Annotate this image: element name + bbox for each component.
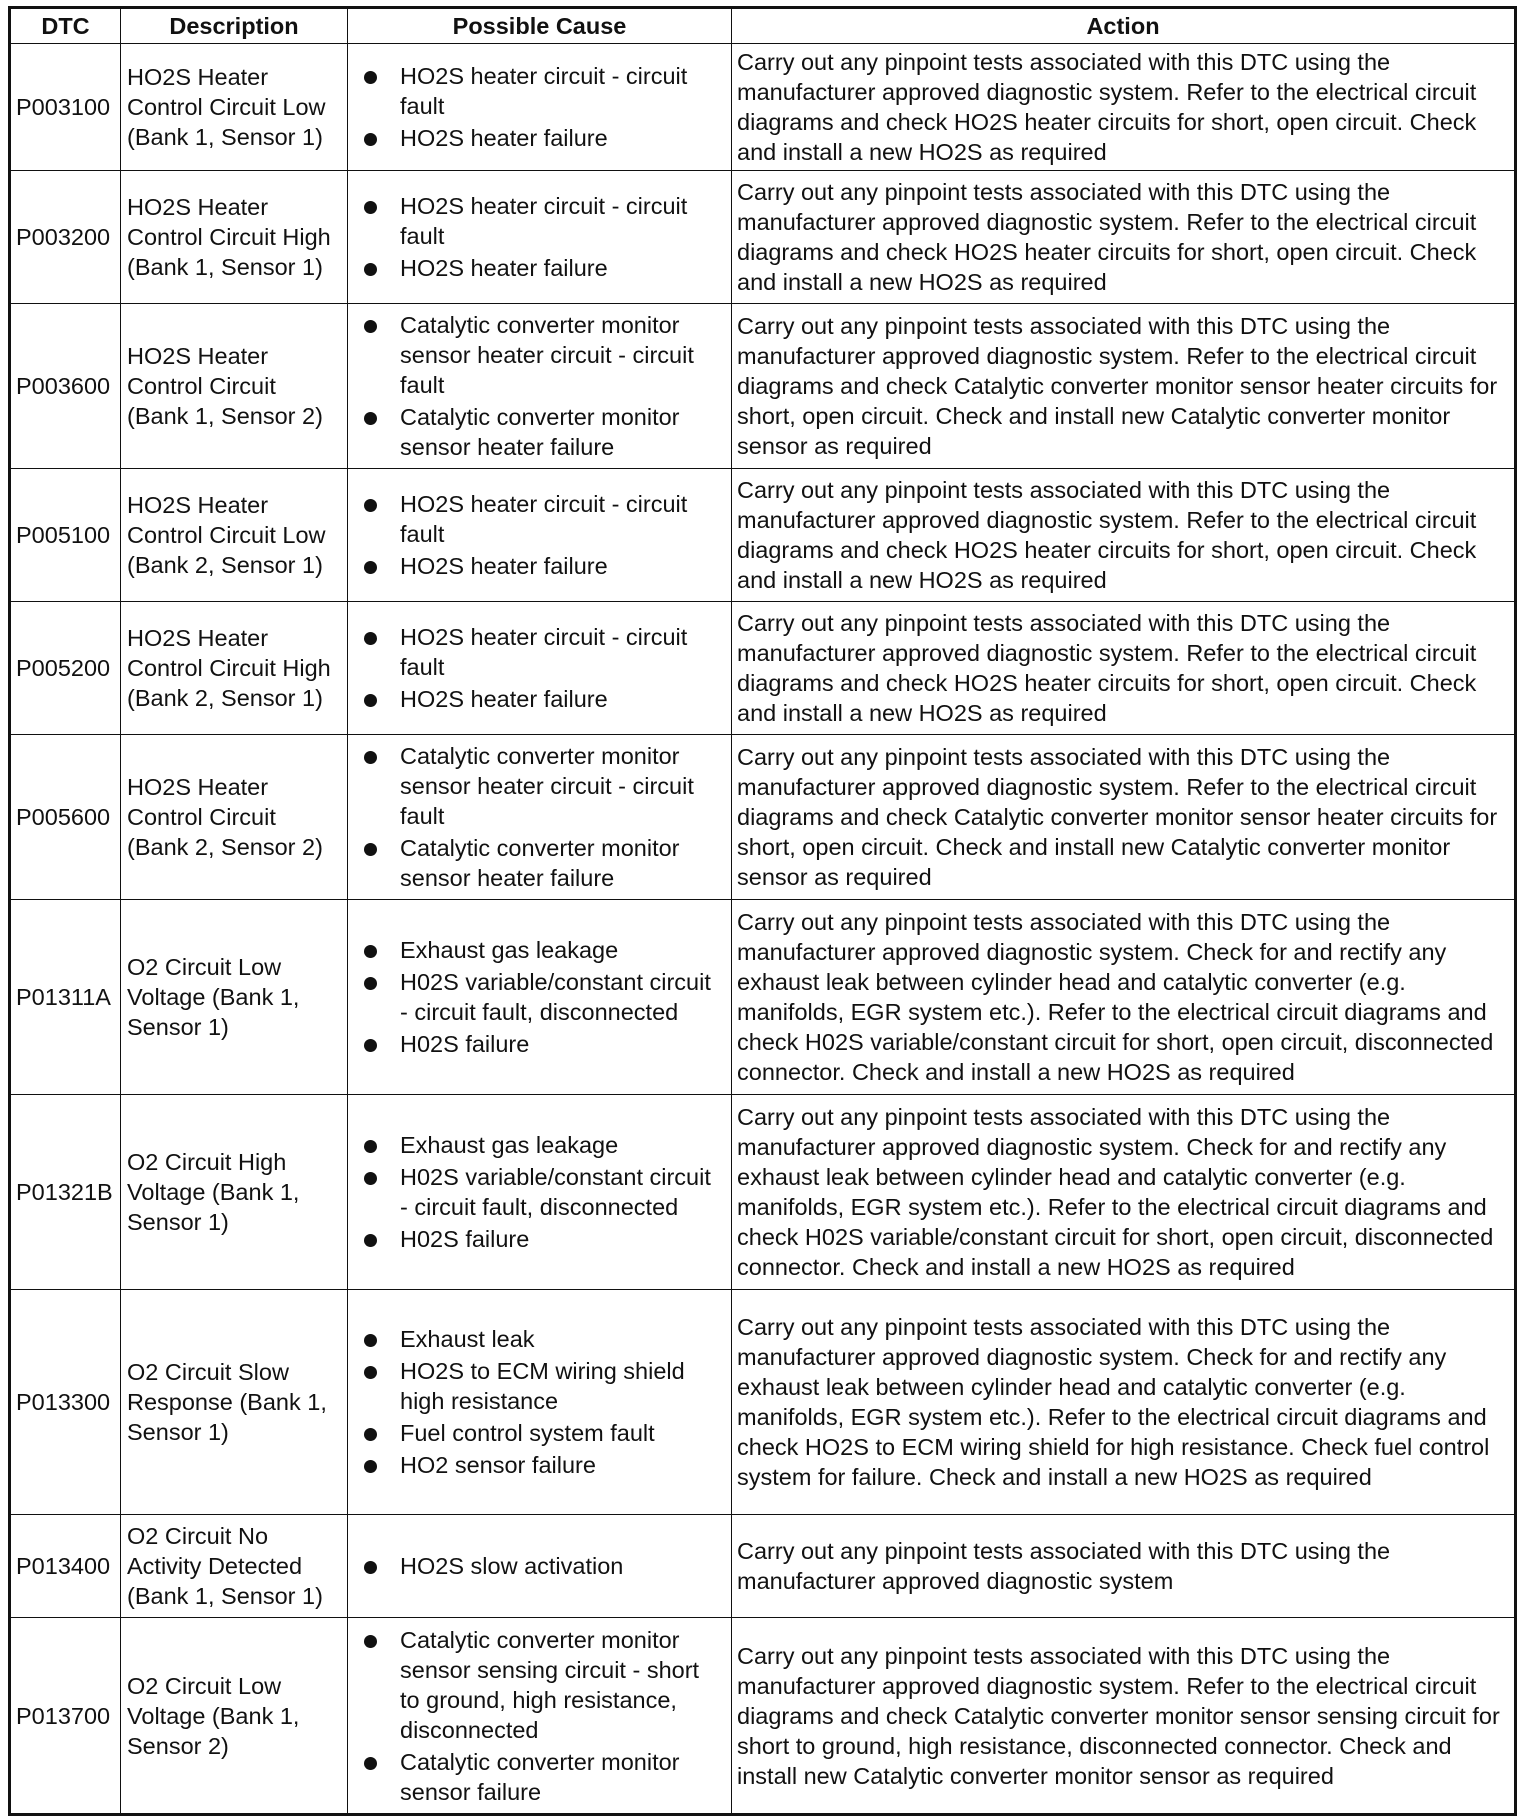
possible-cause-item: HO2S slow activation bbox=[362, 1551, 725, 1581]
dtc-description: HO2S Heater Control Circuit Low (Bank 2, Sensor 1) bbox=[121, 469, 348, 602]
action-text: Carry out any pinpoint tests associated with this DTC using the manufacturer approved diagnostic system. Check for and rectify any exhaust leak between cylinder head and catalytic converter (e.g. manifolds, EGR system etc.). Refer to the electrical circuit diagrams and check H02S variable/constant circuit for short, open circuit, disconnected connector. Check and install a new HO2S as required bbox=[732, 900, 1516, 1095]
possible-cause-item: HO2S heater circuit - circuit fault bbox=[362, 191, 725, 251]
possible-cause-list bbox=[354, 489, 725, 581]
action-text: Carry out any pinpoint tests associated with this DTC using the manufacturer approved diagnostic system bbox=[732, 1515, 1516, 1618]
possible-cause-item: HO2S heater circuit - circuit fault bbox=[362, 61, 725, 121]
dtc-code: P013300 bbox=[10, 1290, 121, 1515]
dtc-description: O2 Circuit Low Voltage (Bank 1, Sensor 1) bbox=[121, 900, 348, 1095]
possible-cause-cell bbox=[348, 1618, 732, 1815]
possible-cause-cell bbox=[348, 304, 732, 469]
table-row bbox=[10, 1618, 1516, 1815]
possible-cause-item: HO2S heater failure bbox=[362, 123, 725, 153]
possible-cause-item: Catalytic converter monitor sensor heater failure bbox=[362, 833, 725, 893]
possible-cause-item: Exhaust gas leakage bbox=[362, 1130, 725, 1160]
action-text: Carry out any pinpoint tests associated with this DTC using the manufacturer approved diagnostic system. Refer to the electrical circuit diagrams and check Catalytic converter monitor sensor heater circuits for short, open circuit. Check and install new Catalytic converter monitor sensor as required bbox=[732, 735, 1516, 900]
possible-cause-list bbox=[354, 191, 725, 283]
possible-cause-item: H02S failure bbox=[362, 1224, 725, 1254]
possible-cause-item: Catalytic converter monitor sensor heater circuit - circuit fault bbox=[362, 310, 725, 400]
possible-cause-item: Catalytic converter monitor sensor heater circuit - circuit fault bbox=[362, 741, 725, 831]
possible-cause-list bbox=[354, 741, 725, 893]
dtc-code: P013400 bbox=[10, 1515, 121, 1618]
action-text: Carry out any pinpoint tests associated with this DTC using the manufacturer approved diagnostic system. Refer to the electrical circuit diagrams and check Catalytic converter monitor sensor sensing circuit for short to ground, high resistance, disconnected connector. Check and install new Catalytic converter monitor sensor as required bbox=[732, 1618, 1516, 1815]
possible-cause-item: Catalytic converter monitor sensor sensing circuit - short to ground, high resistance, disconnected bbox=[362, 1625, 725, 1745]
action-text: Carry out any pinpoint tests associated with this DTC using the manufacturer approved diagnostic system. Refer to the electrical circuit diagrams and check HO2S heater circuits for short, open circuit. Check and install a new HO2S as required bbox=[732, 171, 1516, 304]
header-possible-cause: Possible Cause bbox=[348, 8, 732, 44]
possible-cause-item: HO2S heater circuit - circuit fault bbox=[362, 622, 725, 682]
dtc-code: P005100 bbox=[10, 469, 121, 602]
possible-cause-item: Fuel control system fault bbox=[362, 1418, 725, 1448]
table-row bbox=[10, 735, 1516, 900]
header-dtc: DTC bbox=[10, 8, 121, 44]
dtc-description: HO2S Heater Control Circuit High (Bank 1, Sensor 1) bbox=[121, 171, 348, 304]
possible-cause-item: Catalytic converter monitor sensor failure bbox=[362, 1747, 725, 1807]
possible-cause-item: H02S variable/constant circuit - circuit fault, disconnected bbox=[362, 967, 725, 1027]
table-row bbox=[10, 1515, 1516, 1618]
dtc-code: P01311A bbox=[10, 900, 121, 1095]
possible-cause-cell bbox=[348, 1515, 732, 1618]
possible-cause-item: HO2S heater circuit - circuit fault bbox=[362, 489, 725, 549]
table-row bbox=[10, 304, 1516, 469]
dtc-description: HO2S Heater Control Circuit (Bank 1, Sensor 2) bbox=[121, 304, 348, 469]
table-row bbox=[10, 900, 1516, 1095]
possible-cause-item: HO2S to ECM wiring shield high resistance bbox=[362, 1356, 725, 1416]
possible-cause-list bbox=[354, 1551, 725, 1581]
possible-cause-cell bbox=[348, 1095, 732, 1290]
dtc-code: P01321B bbox=[10, 1095, 121, 1290]
possible-cause-list bbox=[354, 310, 725, 462]
header-row bbox=[10, 8, 1516, 44]
possible-cause-item: HO2S heater failure bbox=[362, 551, 725, 581]
action-text: Carry out any pinpoint tests associated with this DTC using the manufacturer approved diagnostic system. Refer to the electrical circuit diagrams and check HO2S heater circuits for short, open circuit. Check and install a new HO2S as required bbox=[732, 602, 1516, 735]
possible-cause-list bbox=[354, 622, 725, 714]
possible-cause-cell bbox=[348, 900, 732, 1095]
table-row bbox=[10, 44, 1516, 171]
action-text: Carry out any pinpoint tests associated with this DTC using the manufacturer approved diagnostic system. Check for and rectify any exhaust leak between cylinder head and catalytic converter (e.g. manifolds, EGR system etc.). Refer to the electrical circuit diagrams and check HO2S to ECM wiring shield for high resistance. Check fuel control system for failure. Check and install a new HO2S as required bbox=[732, 1290, 1516, 1515]
header-action: Action bbox=[732, 8, 1516, 44]
dtc-code: P003200 bbox=[10, 171, 121, 304]
table-row bbox=[10, 469, 1516, 602]
dtc-description: O2 Circuit High Voltage (Bank 1, Sensor 1) bbox=[121, 1095, 348, 1290]
action-text: Carry out any pinpoint tests associated with this DTC using the manufacturer approved diagnostic system. Refer to the electrical circuit diagrams and check HO2S heater circuits for short, open circuit. Check and install a new HO2S as required bbox=[732, 44, 1516, 171]
header-description: Description bbox=[121, 8, 348, 44]
possible-cause-list bbox=[354, 935, 725, 1059]
table-row bbox=[10, 1095, 1516, 1290]
possible-cause-item: HO2S heater failure bbox=[362, 253, 725, 283]
dtc-description: HO2S Heater Control Circuit Low (Bank 1, Sensor 1) bbox=[121, 44, 348, 171]
dtc-code: P003600 bbox=[10, 304, 121, 469]
dtc-description: O2 Circuit Low Voltage (Bank 1, Sensor 2) bbox=[121, 1618, 348, 1815]
possible-cause-cell bbox=[348, 469, 732, 602]
action-text: Carry out any pinpoint tests associated with this DTC using the manufacturer approved diagnostic system. Check for and rectify any exhaust leak between cylinder head and catalytic converter (e.g. manifolds, EGR system etc.). Refer to the electrical circuit diagrams and check H02S variable/constant circuit for short, open circuit, disconnected connector. Check and install a new HO2S as required bbox=[732, 1095, 1516, 1290]
dtc-description: O2 Circuit Slow Response (Bank 1, Sensor 1) bbox=[121, 1290, 348, 1515]
table-body bbox=[10, 44, 1516, 1815]
action-text: Carry out any pinpoint tests associated with this DTC using the manufacturer approved diagnostic system. Refer to the electrical circuit diagrams and check Catalytic converter monitor sensor heater circuits for short, open circuit. Check and install new Catalytic converter monitor sensor as required bbox=[732, 304, 1516, 469]
possible-cause-cell bbox=[348, 735, 732, 900]
possible-cause-item: Catalytic converter monitor sensor heater failure bbox=[362, 402, 725, 462]
table-row bbox=[10, 602, 1516, 735]
possible-cause-item: Exhaust gas leakage bbox=[362, 935, 725, 965]
possible-cause-item: Exhaust leak bbox=[362, 1324, 725, 1354]
possible-cause-cell bbox=[348, 1290, 732, 1515]
table-row bbox=[10, 171, 1516, 304]
possible-cause-cell bbox=[348, 602, 732, 735]
possible-cause-item: HO2 sensor failure bbox=[362, 1450, 725, 1480]
action-text: Carry out any pinpoint tests associated with this DTC using the manufacturer approved diagnostic system. Refer to the electrical circuit diagrams and check HO2S heater circuits for short, open circuit. Check and install a new HO2S as required bbox=[732, 469, 1516, 602]
dtc-table bbox=[8, 6, 1517, 1816]
possible-cause-cell bbox=[348, 44, 732, 171]
dtc-code: P003100 bbox=[10, 44, 121, 171]
possible-cause-list bbox=[354, 1324, 725, 1480]
table-row bbox=[10, 1290, 1516, 1515]
dtc-code: P013700 bbox=[10, 1618, 121, 1815]
possible-cause-cell bbox=[348, 171, 732, 304]
dtc-code: P005600 bbox=[10, 735, 121, 900]
dtc-description: HO2S Heater Control Circuit High (Bank 2, Sensor 1) bbox=[121, 602, 348, 735]
possible-cause-list bbox=[354, 61, 725, 153]
possible-cause-item: HO2S heater failure bbox=[362, 684, 725, 714]
dtc-description: HO2S Heater Control Circuit (Bank 2, Sensor 2) bbox=[121, 735, 348, 900]
dtc-description: O2 Circuit No Activity Detected (Bank 1, Sensor 1) bbox=[121, 1515, 348, 1618]
possible-cause-list bbox=[354, 1130, 725, 1254]
possible-cause-item: H02S failure bbox=[362, 1029, 725, 1059]
dtc-code: P005200 bbox=[10, 602, 121, 735]
possible-cause-item: H02S variable/constant circuit - circuit fault, disconnected bbox=[362, 1162, 725, 1222]
possible-cause-list bbox=[354, 1625, 725, 1807]
